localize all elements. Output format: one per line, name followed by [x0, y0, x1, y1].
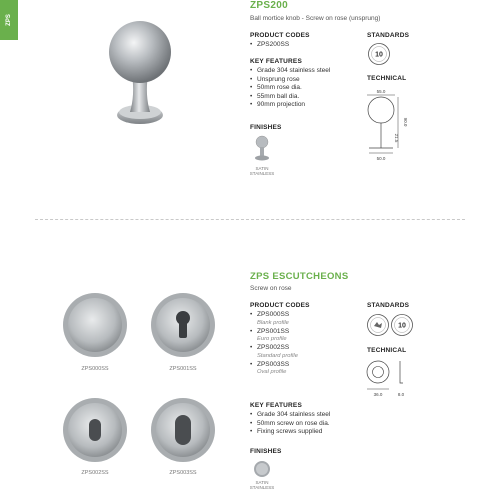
side-tab-label: ZPS	[5, 14, 12, 26]
list-item	[250, 361, 298, 377]
escutcheon-standard-image	[60, 395, 130, 465]
escutcheons-finishes-heading: FINISHES	[250, 448, 282, 455]
list-item: • 55mm ball dia.	[250, 93, 330, 102]
list-item: • Grade 304 stainless steel	[250, 67, 330, 76]
caption-zps003ss: ZPS003SS	[169, 470, 197, 476]
escutcheons-key-features	[250, 411, 330, 437]
escutcheon-oval-image	[148, 395, 218, 465]
escutcheons-technical-heading: TECHNICAL	[367, 347, 407, 354]
finish-label-line-1: SATIN	[255, 166, 269, 171]
escutcheons-subtitle: Screw on rose	[250, 285, 292, 292]
list-item: • ZPS200SS	[250, 41, 289, 50]
product-code: ZPS000SS	[257, 311, 290, 318]
section-divider	[35, 219, 465, 220]
ball-knob-technical-drawing	[362, 88, 412, 168]
product-desc: Euro profile	[257, 336, 287, 342]
zps200-standards-heading: STANDARDS	[367, 32, 410, 39]
zps200-title: ZPS200	[250, 0, 288, 11]
dim-left: 36.0	[373, 392, 383, 397]
zps200-technical-heading: TECHNICAL	[367, 75, 407, 82]
caption-zps002ss: ZPS002SS	[81, 470, 109, 476]
caption-zps001ss: ZPS001SS	[169, 366, 197, 372]
escutcheons-title: ZPS ESCUTCHEONS	[250, 271, 349, 282]
escutcheons-standards-heading: STANDARDS	[367, 302, 410, 309]
product-desc: Blank profile	[257, 319, 289, 326]
standards-badge-icon	[367, 42, 391, 66]
zps200-finishes-heading: FINISHES	[250, 124, 282, 131]
zps200-product-codes-heading: PRODUCT CODES	[250, 32, 310, 39]
dim-bottom: 50.0	[376, 156, 386, 161]
finish-label-line-2: STAINLESS	[249, 485, 275, 490]
caption-zps000ss: ZPS000SS	[81, 366, 109, 372]
escutcheons-product-codes-heading: PRODUCT CODES	[250, 302, 310, 309]
dim-inner: 21.5	[394, 133, 399, 143]
list-item: • 90mm projection	[250, 101, 330, 110]
escutcheon-euro-image	[148, 290, 218, 360]
escutcheons-product-codes	[250, 311, 298, 377]
zps200-finish-label	[242, 166, 282, 176]
standards-badge-icon	[390, 313, 414, 337]
product-code: ZPS002SS	[257, 344, 290, 351]
standards-badge-text: 10	[375, 51, 383, 59]
escutcheons-key-features-heading: KEY FEATURES	[250, 402, 303, 409]
satin-stainless-swatch-icon	[254, 134, 270, 164]
list-item	[250, 328, 298, 344]
zps200-subtitle: Ball mortice knob - Screw on rose (unsprung)	[250, 15, 381, 22]
section-side-tab	[0, 0, 18, 40]
standards-badge-icon	[366, 313, 390, 337]
list-item: • Fixing screws supplied	[250, 428, 330, 437]
zps200-product-codes	[250, 41, 289, 50]
product-code: ZPS001SS	[257, 327, 290, 335]
list-item	[250, 311, 298, 327]
ball-knob-image	[95, 15, 185, 130]
product-code: ZPS003SS	[257, 360, 290, 368]
zps200-key-features-heading: KEY FEATURES	[250, 58, 303, 65]
standards-badge-text: 10	[398, 322, 406, 330]
list-item: • 50mm rose dia.	[250, 84, 330, 93]
list-item: • Grade 304 stainless steel	[250, 411, 330, 420]
finish-label-line-2: STAINLESS	[249, 171, 275, 176]
list-item: • Unsprung rose	[250, 76, 330, 85]
finish-label-line-1: SATIN	[255, 480, 269, 485]
list-item	[250, 344, 298, 360]
escutcheons-finish-label	[242, 480, 282, 490]
satin-stainless-swatch-icon	[253, 460, 271, 478]
product-desc: Standard profile	[257, 352, 298, 359]
dim-right: 90.0	[403, 117, 408, 127]
dim-top: 55.0	[376, 89, 386, 94]
zps200-key-features	[250, 67, 330, 110]
escutcheon-blank-image	[60, 290, 130, 360]
product-desc: Oval profile	[257, 369, 287, 375]
list-item: • 50mm screw on rose dia.	[250, 420, 330, 429]
dim-right: 8.0	[397, 392, 405, 397]
escutcheon-technical-drawing	[362, 358, 412, 403]
